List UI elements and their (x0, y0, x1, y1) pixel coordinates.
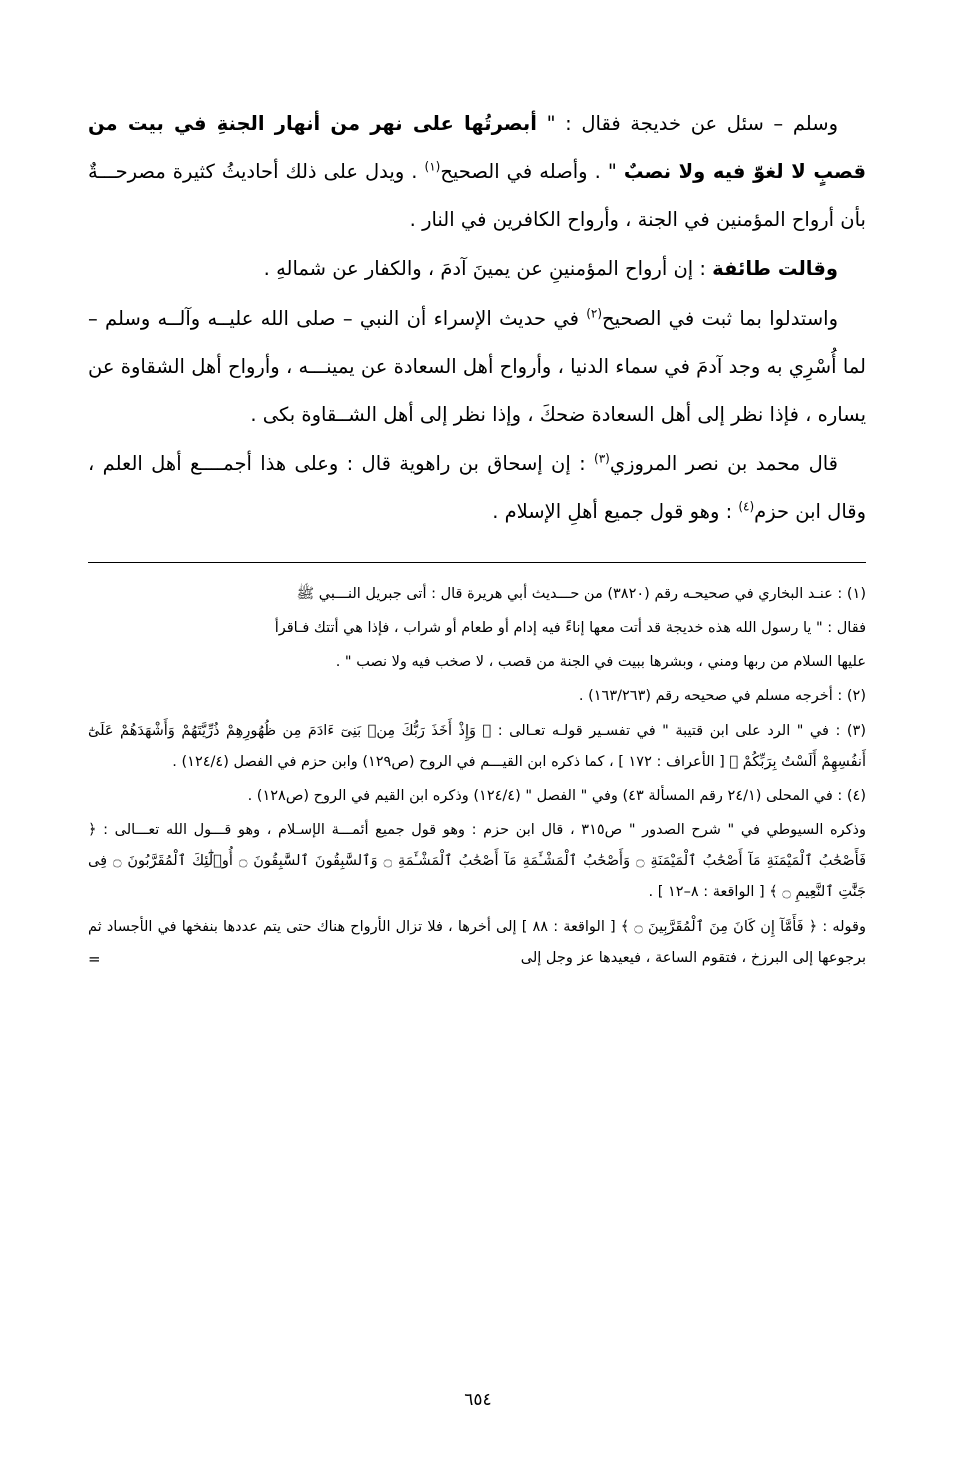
paragraph-3 (88, 295, 866, 438)
footnote-ref-2[interactable]: (٢) (586, 306, 603, 321)
footnote-2-marker: (٢) (846, 688, 866, 705)
footnote-4-marker: (٤) (846, 787, 866, 804)
paragraph-4-middle: : إن إسحاق بن راهوية قال : وعلى هذا أجمــــع أهل العلم ، وقال ابن حزم (88, 452, 866, 524)
footnotes-block (88, 579, 866, 974)
footnote-ref-1[interactable]: (١) (424, 159, 441, 174)
paragraph-4-tail: : وهو قول جميع أهلِ الإسلام . (492, 500, 739, 524)
footnote-ref-4[interactable]: (٤) (738, 499, 755, 514)
footnote-ref-3[interactable]: (٣) (594, 451, 610, 466)
footnote-2 (88, 681, 866, 712)
footnote-1 (88, 579, 866, 610)
paragraph-1-lead: وسلم – سئل عن خديجة فقال : " (536, 112, 839, 135)
footnote-4-cont-1 (88, 815, 866, 909)
footnote-1-marker: (١) (846, 585, 866, 602)
paragraph-2 (88, 245, 866, 293)
paragraph-1 (88, 100, 866, 243)
paragraph-1-after-quote: " . وأصله في الصحيح (440, 159, 624, 183)
footnote-3 (88, 716, 866, 778)
paragraph-4-lead: قال محمد بن نصر المروزي (609, 452, 838, 476)
footnote-1-line-1: : عنـد البخاري في صحيحـه رقم (٣٨٢٠) من حـــديث أبي هريرة قال : أتى جبريل النـــبي ﷺ (296, 585, 843, 602)
footnote-1-cont-1 (88, 613, 866, 644)
paragraph-3-tail: في حديث الإسراء أن النبي – صلى الله عليــه وآلــه وسلم – لما أُسْرِي به وجد آدمَ في سماء الدنيا ، وأرواح أهل السعادة عن يمينـــه ، وأرواح أهل الشقاوة عن يساره ، فإذا نظر إلى أهل السعادة ضحكَ ، وإذا نظر إلى أهل الشــقاوة بكى . (88, 307, 866, 426)
footnote-4-line-1: : في المحلى (٢٤/١ رقم المسألة ٤٣) وفي " الفصل " (١٢٤/٤) وذكره ابن القيم في الروح (ص١٢٨) . (247, 787, 843, 804)
footnote-3-line-1: : في " الرد على ابن قتيبة " في تفسـير قولـه تعـالى : ﴿ وَإِذْ أَخَذَ رَبُّكَ مِنۢ بَنِىٓ ءَادَمَ مِن ظُهُورِهِمْ ذُرِّيَّتَهُمْ وَأَشْهَدَهُمْ عَلَىٰٓ أَنفُسِهِمْ أَلَسْتُ بِرَبِّكُمْ ﴾ [ الأعراف : ١٧٢ ] ، كما ذكره ابن القيـــم في الروح (ص١٢٩) وابن حزم في الفصل (١٢٤/٤) . (88, 722, 866, 770)
main-text-block (88, 100, 866, 536)
footnote-1-cont-2 (88, 647, 866, 678)
footnote-1-line-2: فقال : " يا رسول الله هذه خديجة قد أتت معها إناءً فيه إدام أو طعام أو شراب ، فإذا هي أتتك فـاقرأ (274, 620, 866, 637)
footnote-2-line-1: : أخرجه مسلم في صحيحه رقم (١٦٣/٢٦٣) . (578, 688, 843, 705)
footnote-4-line-2: وذكره السيوطي في " شرح الصدور " ص٣١٥ ، قال ابن حزم : وهو قول جميع أئمـــة الإسـلام ، وهو قـــول الله تعـــالى : ﴿ فَأَصْحَٰبُ ٱلْمَيْمَنَةِ مَآ أَصْحَٰبُ ٱلْمَيْمَنَةِ ۝ وَأَصْحَٰبُ ٱلْمَشْـَٔمَةِ مَآ أَصْحَٰبُ ٱلْمَشْـَٔمَةِ ۝ وَٱلسَّٰبِقُونَ ٱلسَّٰبِقُونَ ۝ أُو۟لَٰٓئِكَ ٱلْمُقَرَّبُونَ ۝ فِى جَنَّٰتِ ٱلنَّعِيمِ ۝ ﴾ [ الواقعة : ٨–١٢ ] . (88, 822, 867, 901)
footnote-separator-rule (88, 562, 866, 563)
page-number: ٦٥٤ (464, 1390, 492, 1410)
footnote-1-line-3: عليها السلام من ربها ومني ، وبشرها ببيت في الجنة من قصب ، لا صخب فيه ولا نصب " . (335, 654, 866, 671)
continuation-dash: = (88, 949, 101, 968)
paragraph-1-tail: . ويدل على ذلك أحاديثُ كثيرة مصرحـــةٌ بأن أرواح المؤمنين في الجنة ، وأرواح الكافرين في النار . (88, 159, 866, 231)
paragraph-2-text: : إن أرواح المؤمنينِ عن يمينَ آدمَ ، والكفار عن شمالهِ . (263, 257, 713, 281)
paragraph-3-lead: واستدلوا بما ثبت في الصحيح (602, 307, 838, 331)
footnote-3-marker: (٣) (846, 722, 866, 739)
footnote-4-line-3: وقوله : ﴿ فَأَمَّآ إِن كَانَ مِنَ ٱلْمُقَرَّبِينَ ۝ ﴾ [ الواقعة : ٨٨ ] إلى أخرها ، فلا تزال الأرواح هناك حتى يتم عددها بنفخها في الأجساد ثم برجوعها إلى البرزخ ، فتقوم الساعة ، فيعيدها عز وجل إلى (88, 918, 866, 966)
paragraph-4 (88, 440, 866, 536)
paragraph-2-label: وقالت طائفة (712, 257, 838, 281)
paragraph-1-hadith-quote: أبصرتُها على نهر من أنهار الجنةِ في بيت من قصبٍ لا لغوّ فيه ولا نصبٌ (88, 112, 866, 183)
footnote-4 (88, 781, 866, 812)
footnote-4-cont-2 (88, 912, 866, 974)
